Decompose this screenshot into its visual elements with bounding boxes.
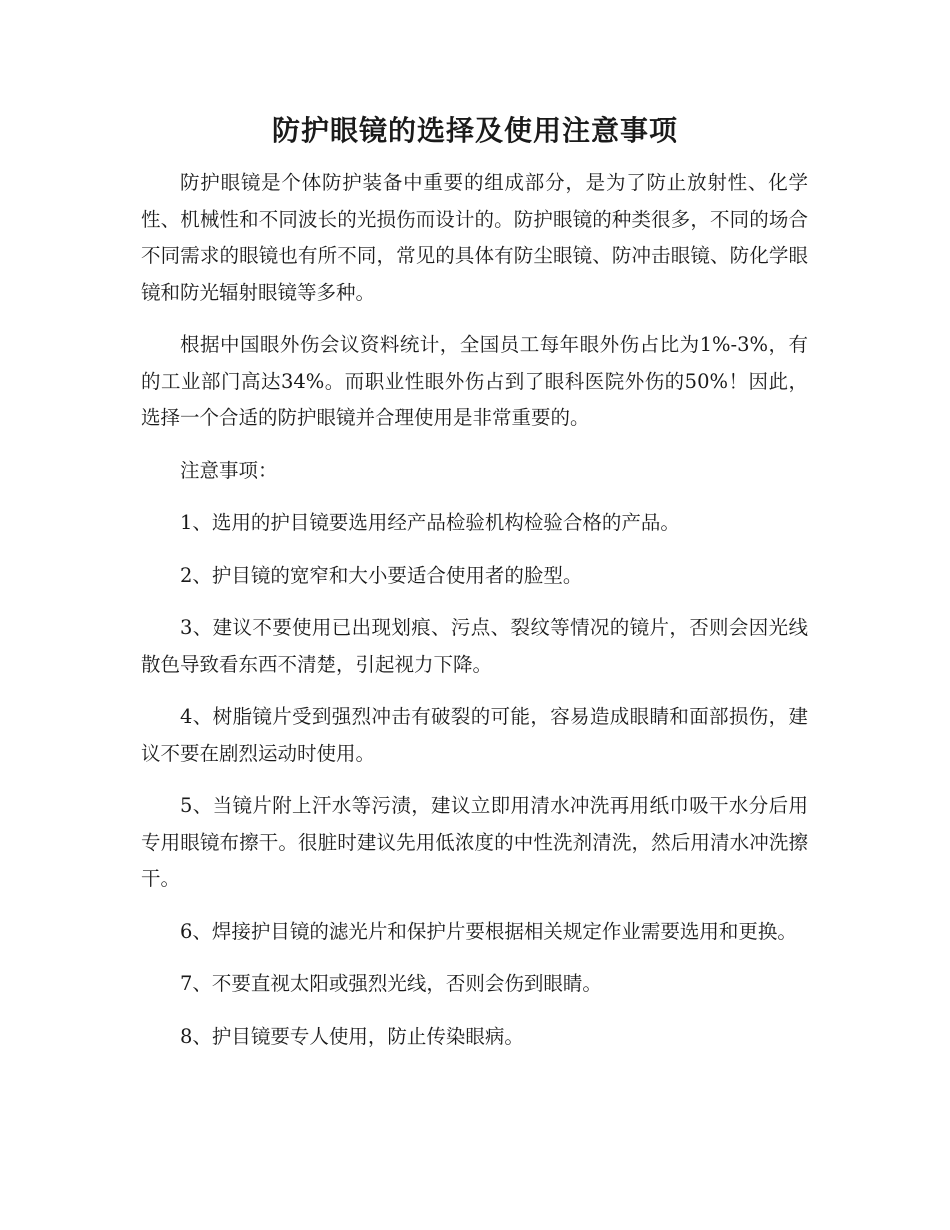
document-title: 防护眼镜的选择及使用注意事项 <box>271 114 678 147</box>
paragraph-note-4: 4、树脂镜片受到强烈冲击有破裂的可能，容易造成眼睛和面部损伤，建议不要在剧烈运动时使用。 <box>141 705 808 765</box>
paragraph-intro: 防护眼镜是个体防护装备中重要的组成部分，是为了防止放射性、化学性、机械性和不同波长的光损伤而设计的。防护眼镜的种类很多，不同的场合不同需求的眼镜也有所不同，常见的具体有防尘眼镜、防冲击眼镜、防化学眼镜和防光辐射眼镜等多种。 <box>141 171 808 304</box>
paragraph-note-2: 2、护目镜的宽窄和大小要适合使用者的脸型。 <box>180 563 583 587</box>
paragraph-note-3: 3、建议不要使用已出现划痕、污点、裂纹等情况的镜片，否则会因光线散色导致看东西不清楚，引起视力下降。 <box>141 616 808 676</box>
paragraph-note-7: 7、不要直视太阳或强烈光线，否则会伤到眼睛。 <box>180 972 602 995</box>
paragraph-note-6: 6、焊接护目镜的滤光片和保护片要根据相关规定作业需要选用和更换。 <box>180 919 797 943</box>
paragraph-notes-heading: 注意事项： <box>180 458 278 482</box>
paragraph-statistics: 根据中国眼外伤会议资料统计，全国员工每年眼外伤占比为1%-3%，有的工业部门高达34%。而职业性眼外伤占到了眼科医院外伤的50%！因此，选择一个合适的防护眼镜并合理使用是非常重要的。 <box>141 333 808 429</box>
document-body <box>141 165 808 1071</box>
paragraph-note-1: 1、选用的护目镜要选用经产品检验机构检验合格的产品。 <box>180 511 680 534</box>
paragraph-note-8: 8、护目镜要专人使用，防止传染眼病。 <box>180 1024 524 1048</box>
paragraph-note-5: 5、当镜片附上汗水等污渍，建议立即用清水冲洗再用纸巾吸干水分后用专用眼镜布擦干。很脏时建议先用低浓度的中性洗剂清洗，然后用清水冲洗擦干。 <box>141 794 808 890</box>
